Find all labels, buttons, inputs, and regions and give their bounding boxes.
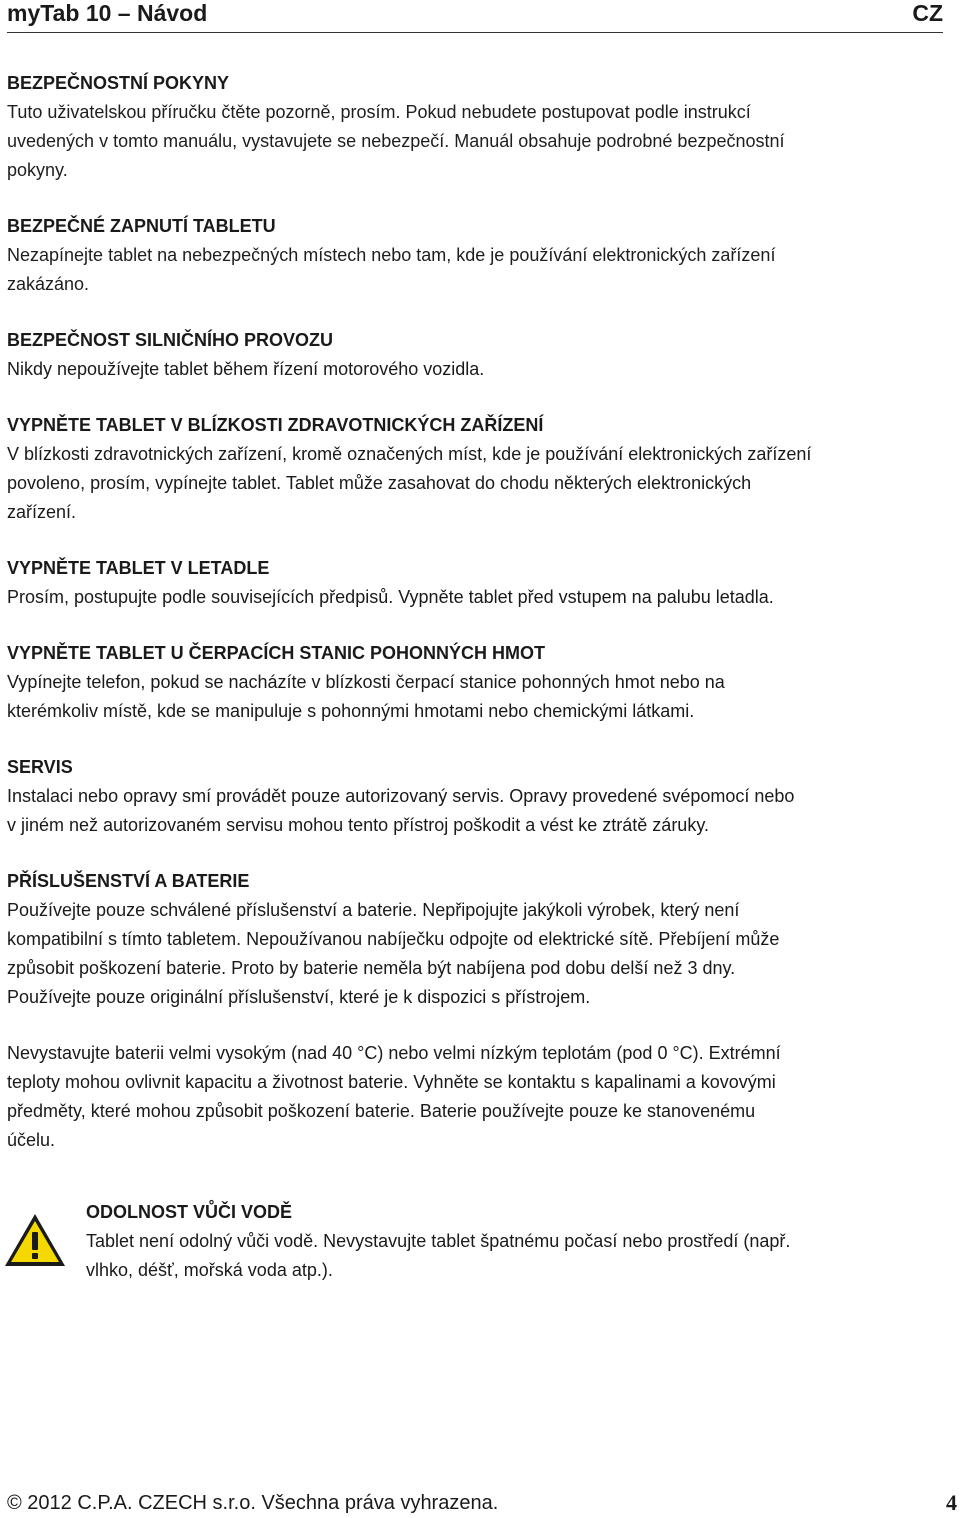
- section-line: zakázáno.: [7, 274, 90, 294]
- section-medical-facilities: [7, 411, 949, 527]
- section-line: Prosím, postupujte podle souvisejících předpisů. Vypněte tablet před vstupem na palubu letadla.: [7, 587, 774, 607]
- section-heading: VYPNĚTE TABLET U ČERPACÍCH STANIC POHONNÝCH HMOT: [7, 643, 546, 663]
- section-heading: BEZPEČNOSTNÍ POKYNY: [7, 73, 230, 93]
- section-battery-temperature: [7, 1039, 949, 1155]
- section-line: předměty, které mohou způsobit poškození baterie. Baterie používejte pouze ke stanovenému: [7, 1101, 756, 1121]
- copyright-notice: © 2012 C.P.A. CZECH s.r.o. Všechna práva vyhrazena.: [7, 1492, 499, 1514]
- warning-text: [86, 1198, 946, 1285]
- section-line: uvedených v tomto manuálu, vystavujete se nebezpečí. Manuál obsahuje podrobné bezpečnostní: [7, 131, 785, 151]
- section-line: kompatibilní s tímto tabletem. Nepoužívanou nabíječku odpojte od elektrické sítě. Přebíjení může: [7, 929, 780, 949]
- page-number: 4: [946, 1490, 957, 1515]
- document-title: myTab 10 – Návod: [7, 0, 208, 26]
- section-line: V blízkosti zdravotnických zařízení, kromě označených míst, kde je používání elektronických zařízení: [7, 444, 812, 464]
- section-safe-power-on: [7, 212, 949, 299]
- section-heading: VYPNĚTE TABLET V BLÍZKOSTI ZDRAVOTNICKÝCH ZAŘÍZENÍ: [7, 415, 544, 435]
- warning-triangle-icon: [3, 1212, 67, 1268]
- section-line: Nevystavujte baterii velmi vysokým (nad 40 °C) nebo velmi nízkým teplotám (pod 0 °C). Extrémní: [7, 1043, 781, 1063]
- document-body: [7, 69, 949, 1182]
- language-code: CZ: [912, 0, 943, 26]
- water-resistance-warning: [0, 1198, 960, 1298]
- section-line: Nezapínejte tablet na nebezpečných místech nebo tam, kde je používání elektronických zařízení: [7, 245, 776, 265]
- section-line: Tuto uživatelskou příručku čtěte pozorně, prosím. Pokud nebudete postupovat podle instrukcí: [7, 102, 751, 122]
- section-line: Nikdy nepoužívejte tablet během řízení motorového vozidla.: [7, 359, 485, 379]
- warning-line: vlhko, déšť, mořská voda atp.).: [86, 1260, 333, 1280]
- section-line: účelu.: [7, 1130, 56, 1150]
- section-accessories-battery: [7, 867, 949, 1012]
- section-line: Instalaci nebo opravy smí provádět pouze autorizovaný servis. Opravy provedené svépomocí nebo: [7, 786, 795, 806]
- page-header: [7, 0, 943, 33]
- page-footer: [7, 1488, 957, 1518]
- section-road-safety: [7, 326, 949, 384]
- section-heading: SERVIS: [7, 757, 73, 777]
- section-heading: PŘÍSLUŠENSTVÍ A BATERIE: [7, 871, 250, 891]
- warning-line: Tablet není odolný vůči vodě. Nevystavujte tablet špatnému počasí nebo prostředí (např.: [86, 1231, 791, 1251]
- section-line: Vypínejte telefon, pokud se nacházíte v blízkosti čerpací stanice pohonných hmot nebo na: [7, 672, 725, 692]
- section-line: kterémkoliv místě, kde se manipuluje s pohonnými hmotami nebo chemickými látkami.: [7, 701, 695, 721]
- section-line: teploty mohou ovlivnit kapacitu a životnost baterie. Vyhněte se kontaktu s kapalinami a kovovými: [7, 1072, 776, 1092]
- section-line: Používejte pouze schválené příslušenství a baterie. Nepřipojujte jakýkoli výrobek, který není: [7, 900, 740, 920]
- section-line: Používejte pouze originální příslušenství, které je k dispozici s přístrojem.: [7, 987, 591, 1007]
- section-line: pokyny.: [7, 160, 68, 180]
- section-service: [7, 753, 949, 840]
- warning-heading: ODOLNOST VŮČI VODĚ: [86, 1202, 293, 1222]
- section-safety-instructions: [7, 69, 949, 185]
- section-heading: BEZPEČNÉ ZAPNUTÍ TABLETU: [7, 216, 276, 236]
- section-line: zařízení.: [7, 502, 77, 522]
- section-fuel-stations: [7, 639, 949, 726]
- section-line: způsobit poškození baterie. Proto by baterie neměla být nabíjena pod dobu delší než 3 dny.: [7, 958, 736, 978]
- section-line: v jiném než autorizovaném servisu mohou tento přístroj poškodit a vést ke ztrátě záruky.: [7, 815, 709, 835]
- section-heading: VYPNĚTE TABLET V LETADLE: [7, 558, 270, 578]
- section-line: povoleno, prosím, vypínejte tablet. Tablet může zasahovat do chodu některých elektronických: [7, 473, 752, 493]
- section-heading: BEZPEČNOST SILNIČNÍHO PROVOZU: [7, 330, 334, 350]
- section-aircraft: [7, 554, 949, 612]
